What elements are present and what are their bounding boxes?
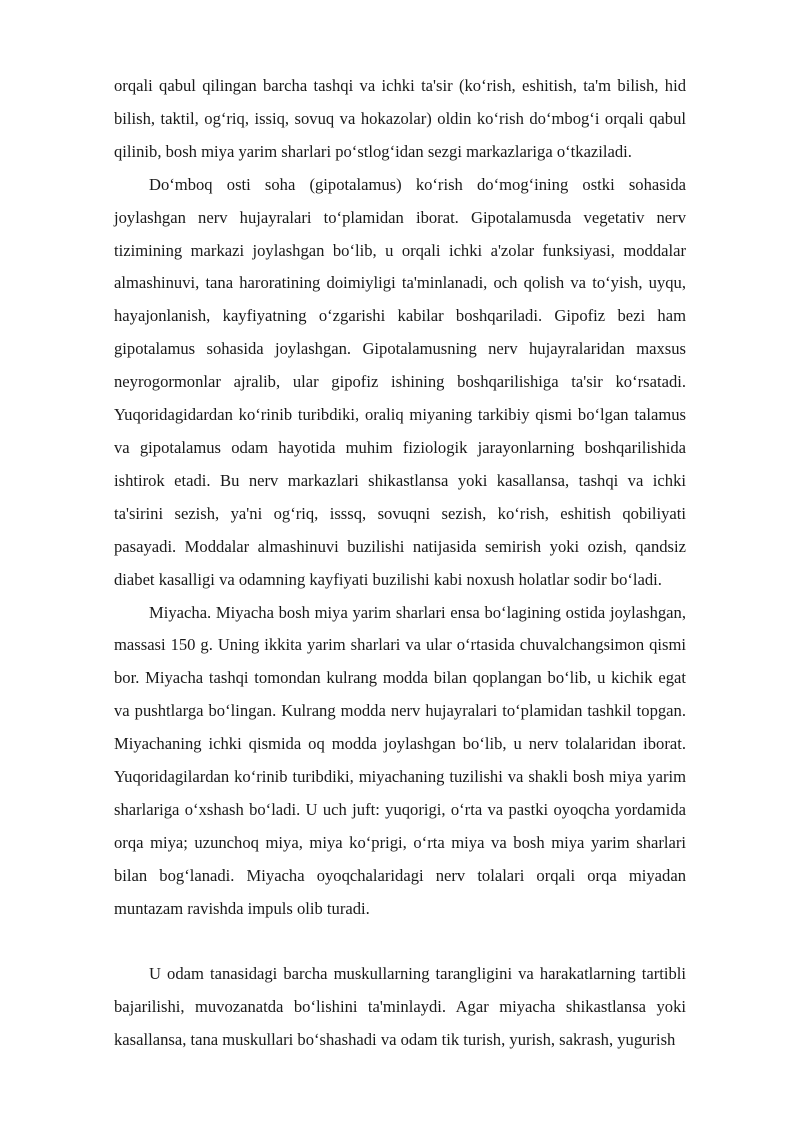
paragraph-miyacha: Miyacha. Miyacha bosh miya yarim sharlari ensa bo‘lagining ostida joylashgan, massasi 150 g. Uning ikkita yarim sharlari va ular o‘rtasida chuvalchangsimon qismi bor. Miyacha tashqi tomondan kulrang modda bilan qoplangan bo‘lib, u kichik egat va pushtlarga bo‘lingan. Kulrang modda nerv hujayralari to‘plamidan tashkil topgan. Miyachaning ichki qismida oq modda joylashgan bo‘lib, u nerv tolalaridan iborat. Yuqoridagilardan ko‘rinib turibdiki, miyachaning tuzilishi va shakli bosh miya yarim sharlariga o‘xshash bo‘ladi. U uch juft: yuqorigi, o‘rta va pastki oyoqcha yordamida orqa miya; uzunchoq miya, miya ko‘prigi, o‘rta miya va bosh miya yarim sharlari bilan bog‘lanadi. Miyacha oyoqchalaridagi nerv tolalari orqali orqa miyadan muntazam ravishda impuls olib turadi.	[114, 602, 686, 918]
paragraph-gipotalamus: Do‘mboq osti soha (gipotalamus) ko‘rish do‘mog‘ining ostki sohasida joylashgan nerv hujayralari to‘plamidan iborat. Gipotalamusda vegetativ nerv tizimining markazi joylashgan bo‘lib, u orqali ichki a'zolar funksiyasi, moddalar almashinuvi, tana haroratining doimiyligi ta'minlanadi, och qolish va to‘yish, uyqu, hayajonlanish, kayfiyatning o‘zgarishi kabilar boshqariladi. Gipofiz bezi ham gipotalamus sohasida joylashgan. Gipotalamusning nerv hujayralaridan maxsus neyrogormonlar ajralib, ular gipofiz ishining boshqarilishiga ta'sir ko‘rsatadi. Yuqoridagidardan ko‘rinib turibdiki, oraliq miyaning tarkibiy qismi bo‘lgan talamus va gipotalamus odam hayotida muhim fiziologik jarayonlarning boshqarilishida ishtirok etadi. Bu nerv markazlari shikastlansa yoki kasallansa, tashqi va ichki ta'sirini sezish, ya'ni og‘riq, isssq, sovuqni sezish, ko‘rish, eshitish qobiliyati pasayadi. Moddalar almashinuvi buzilishi natijasida semirish yoki ozish, qandsiz diabet kasalligi va odamning kayfiyati buzilishi kabi noxush holatlar sodir bo‘ladi.	[114, 174, 686, 589]
paragraph-muskullar: U odam tanasidagi barcha muskullarning tarangligini va harakatlarning tartibli bajarilishi, muvozanatda bo‘lishini ta'minlaydi. Agar miyacha shikastlansa yoki kasallansa, tana muskullari bo‘shashadi va odam tik turish, yurish, sakrash, yugurish	[114, 964, 686, 1050]
paragraph-spacer	[114, 926, 686, 959]
document-page	[114, 70, 686, 1057]
paragraph-continuation: orqali qabul qilingan barcha tashqi va ichki ta'sir (ko‘rish, eshitish, ta'm bilish, hid bilish, taktil, og‘riq, issiq, sovuq va hokazolar) oldin ko‘rish do‘mbog‘i orqali qabul qilinib, bosh miya yarim sharlari po‘stlog‘idan sezgi markazlariga o‘tkaziladi.	[114, 76, 686, 161]
